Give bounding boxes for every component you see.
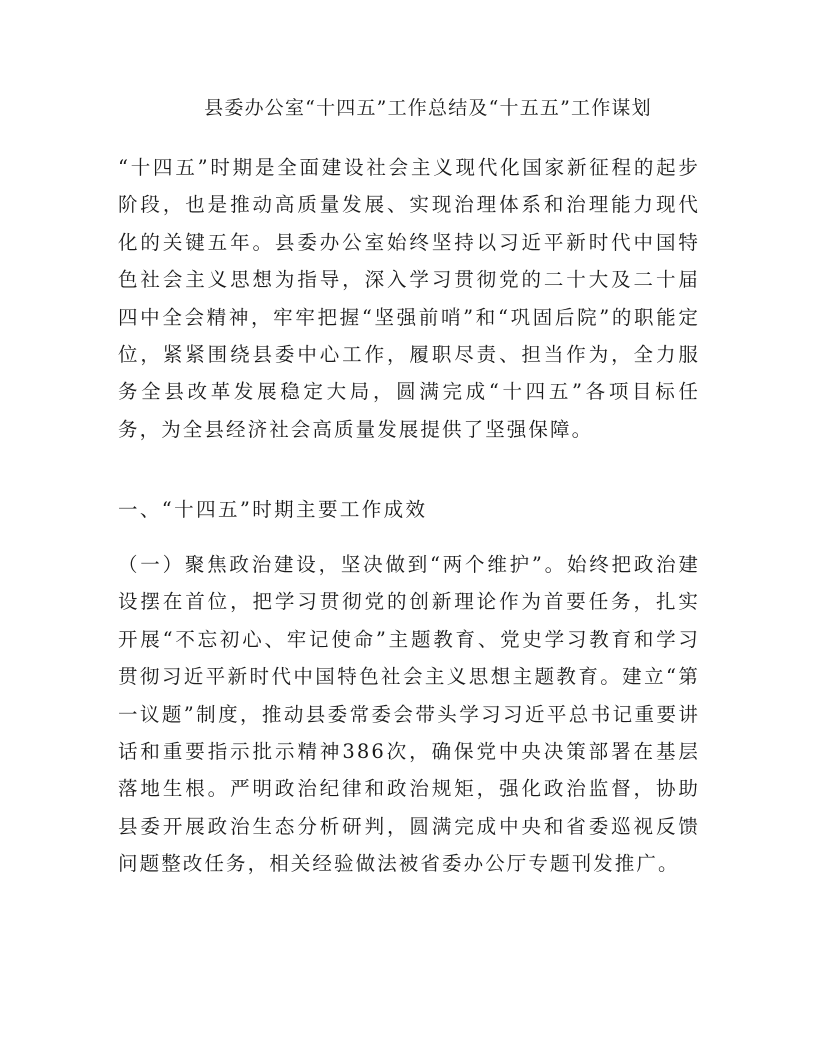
document-title: 县委办公室“十四五”工作总结及“十五五”工作谋划 xyxy=(204,97,652,119)
intro-paragraph: “十四五”时期是全面建设社会主义现代化国家新征程的起步阶段，也是推动高质量发展、实现治理体系和治理能力现代化的关键五年。县委办公室始终坚持以习近平新时代中国特色社会主义思想为指导，深入学习贯彻党的二十大及二十届四中全会精神，牢牢把握“坚强前哨”和“巩固后院”的职能定位，紧紧围绕县委中心工作，履职尽责、担当作为，全力服务全县改革发展稳定大局，圆满完成“十四五”各项目标任务，为全县经济社会高质量发展提供了坚强保障。 xyxy=(118,156,700,441)
section-heading: 一、“十四五”时期主要工作成效 xyxy=(118,498,428,521)
section-1-paragraph: （一）聚焦政治建设，坚决做到“两个维护”。始终把政治建设摆在首位，把学习贯彻党的创新理论作为首要任务，扎实开展“不忘初心、牢记使命”主题教育、党史学习教育和学习贯彻习近平新时代中国特色社会主义思想主题教育。建立“第一议题”制度，推动县委常委会带头学习习近平总书记重要讲话和重要指示批示精神386次，确保党中央决策部署在基层落地生根。严明政治纪律和政治规矩，强化政治监督，协助县委开展政治生态分析研判，圆满完成中央和省委巡视反馈问题整改任务，相关经验做法被省委办公厅专题刊发推广。 xyxy=(118,553,700,876)
